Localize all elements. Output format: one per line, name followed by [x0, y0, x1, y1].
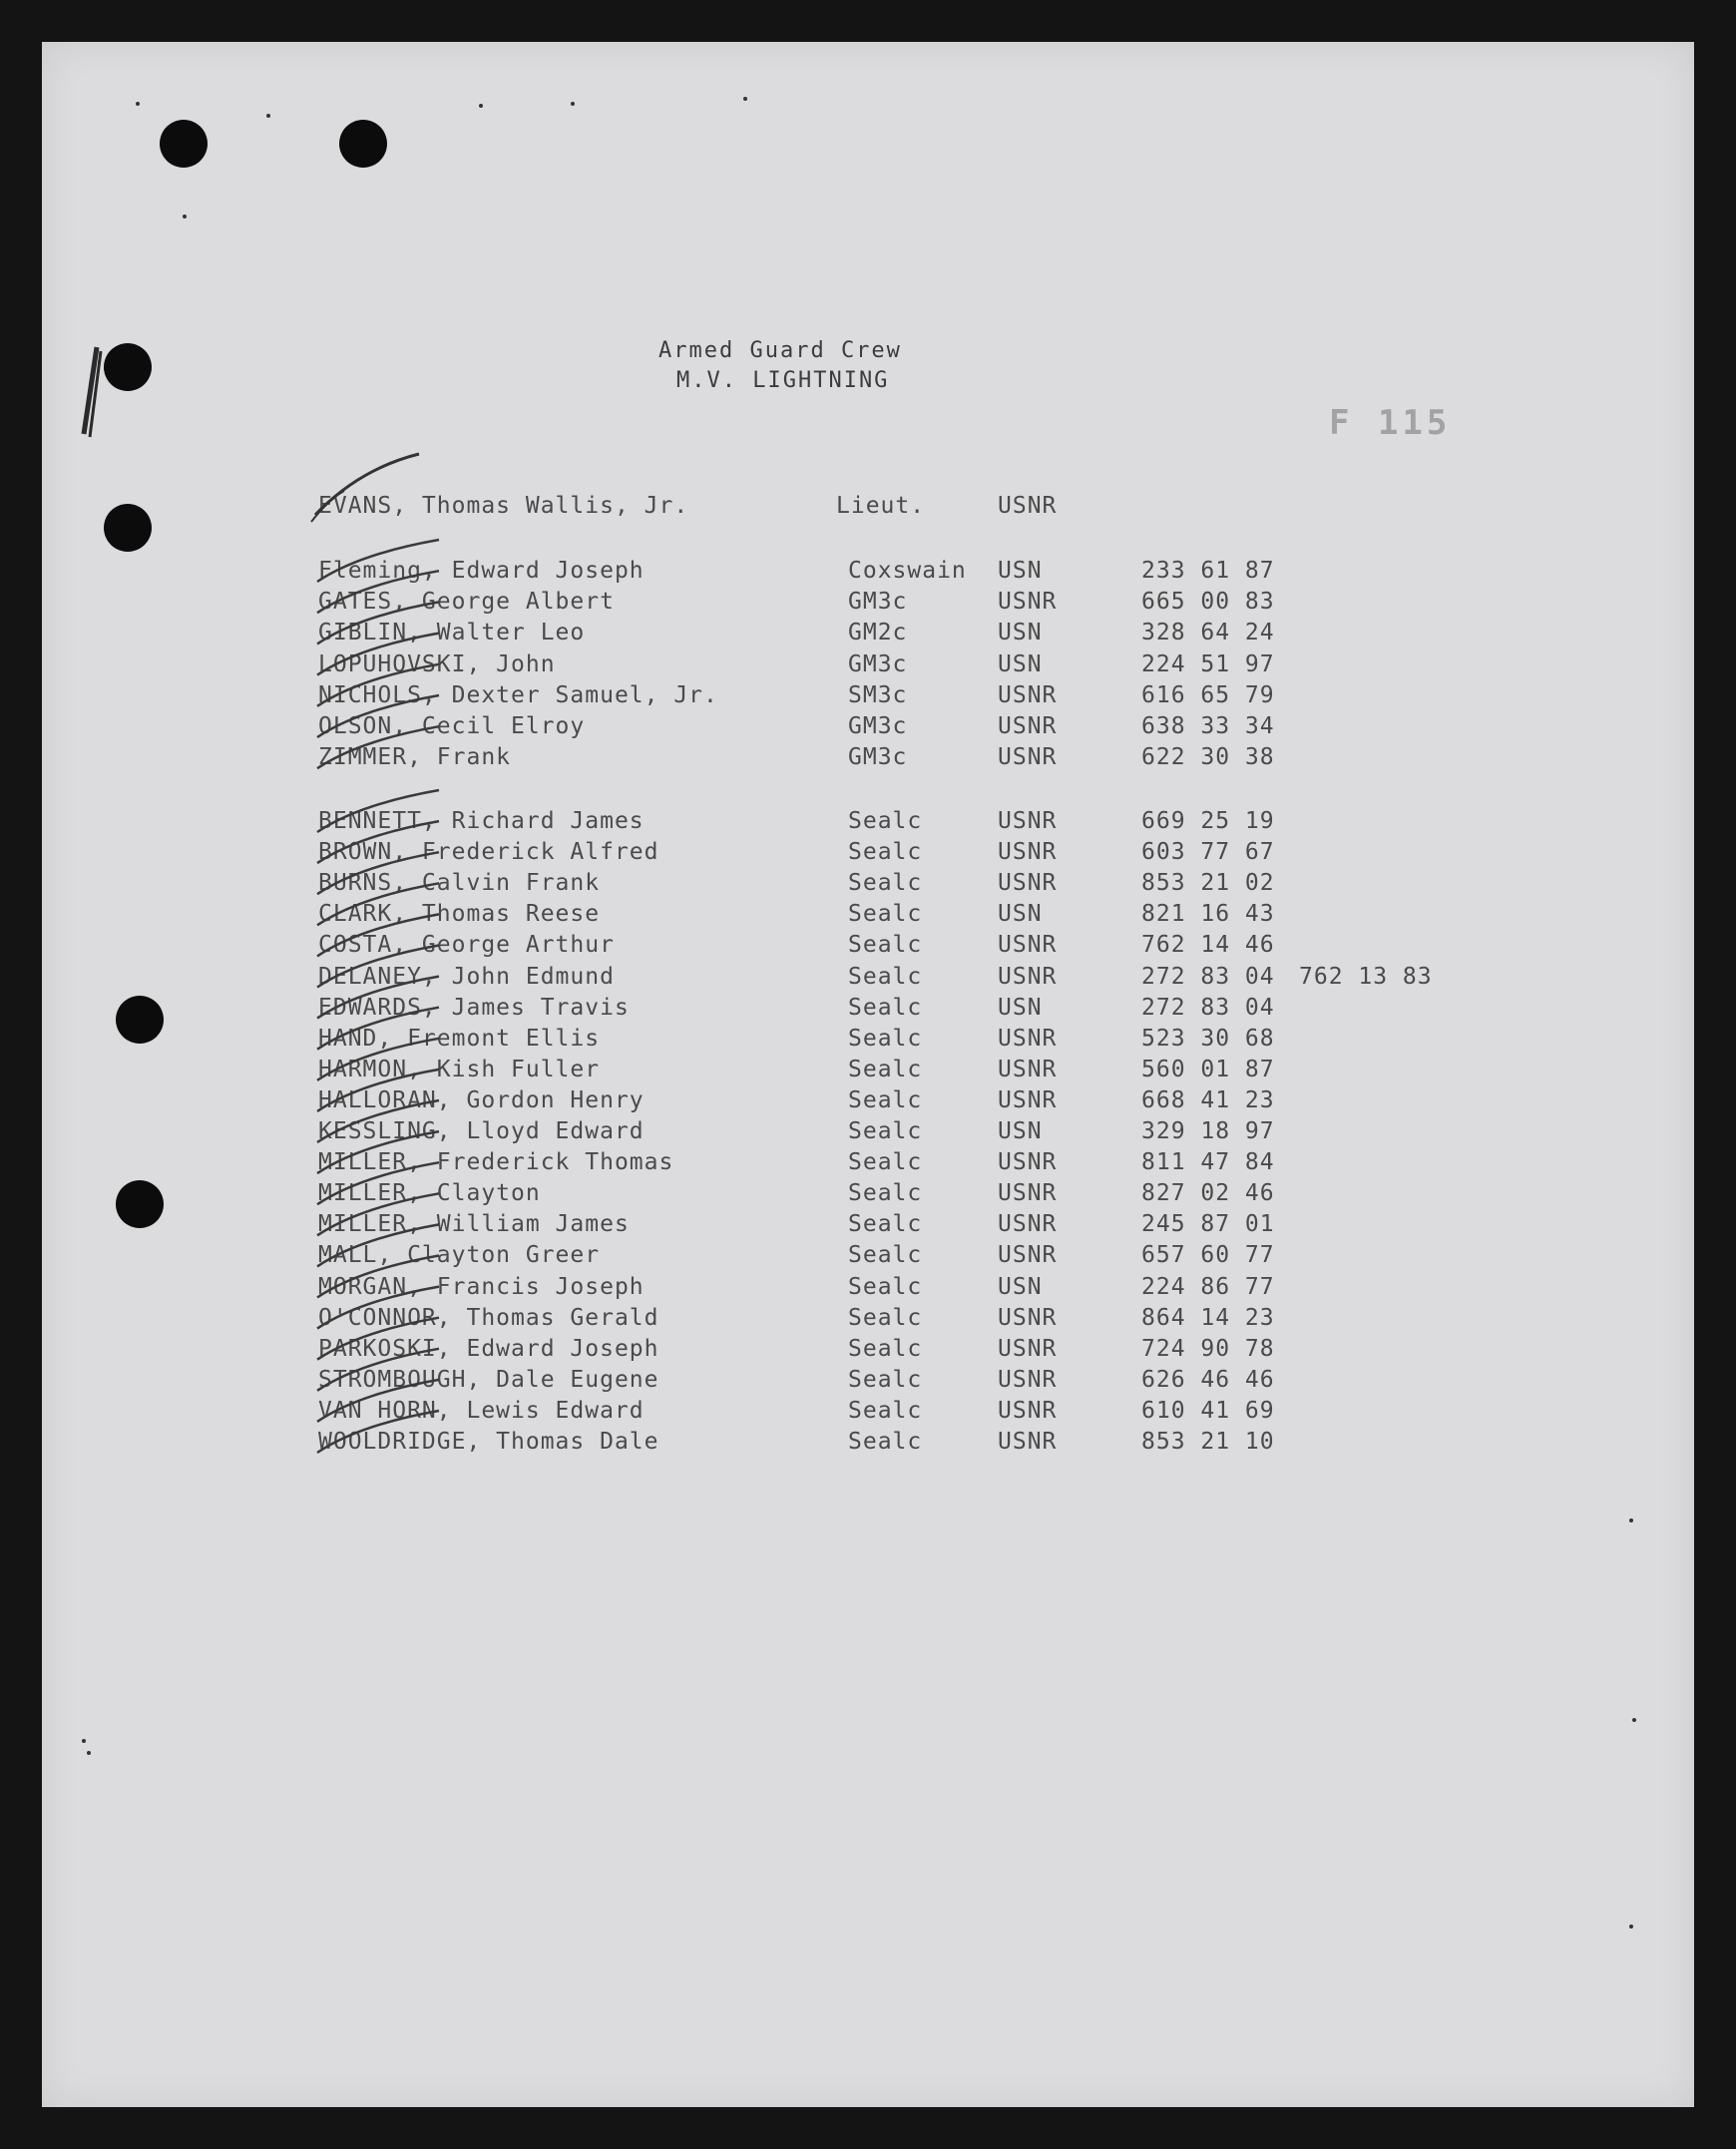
- crew-rating: Sealc: [848, 932, 923, 959]
- crew-name: BURNS, Calvin Frank: [318, 870, 601, 897]
- crew-service-number: 626 46 46: [1141, 1366, 1275, 1393]
- crew-name: VAN HORN, Lewis Edward: [318, 1397, 645, 1424]
- crew-service: USNR: [998, 1335, 1058, 1362]
- crew-name: DELANEY, John Edmund: [318, 963, 615, 990]
- crew-rating: Sealc: [848, 1429, 923, 1455]
- crew-name: EDWARDS, James Travis: [318, 994, 630, 1021]
- crew-service-number: 224 86 77: [1141, 1273, 1275, 1300]
- crew-service: USNR: [998, 1025, 1058, 1052]
- crew-service: USN: [998, 558, 1043, 584]
- crew-service-number: 272 83 04: [1141, 963, 1275, 990]
- crew-rating: Sealc: [848, 1180, 923, 1207]
- crew-name: COSTA, George Arthur: [318, 932, 615, 959]
- crew-rating: Sealc: [848, 1366, 923, 1393]
- crew-service: USN: [998, 650, 1043, 677]
- crew-service: USNR: [998, 870, 1058, 897]
- crew-service-number: 669 25 19: [1141, 808, 1275, 834]
- crew-service: USN: [998, 901, 1043, 928]
- crew-name: MORGAN, Francis Joseph: [318, 1273, 645, 1300]
- document-title: Armed Guard Crew: [658, 338, 902, 363]
- crew-rating: Sealc: [848, 901, 923, 928]
- crew-name: ZIMMER, Frank: [318, 744, 512, 771]
- crew-rating: GM3c: [848, 650, 908, 677]
- crew-rating: Sealc: [848, 870, 923, 897]
- crew-service-number: 638 33 34: [1141, 713, 1275, 739]
- crew-rating: GM3c: [848, 713, 908, 739]
- crew-service: USNR: [998, 1366, 1058, 1393]
- crew-note: 762 13 83: [1299, 963, 1433, 990]
- crew-rating: Sealc: [848, 1149, 923, 1176]
- crew-name: GATES, George Albert: [318, 589, 615, 616]
- crew-rating: SM3c: [848, 681, 908, 708]
- crew-name: HARMON, Kish Fuller: [318, 1056, 601, 1082]
- crew-name: CLARK, Thomas Reese: [318, 901, 601, 928]
- crew-service-number: 762 14 46: [1141, 932, 1275, 959]
- crew-rating: Sealc: [848, 1273, 923, 1300]
- crew-name: HALLORAN, Gordon Henry: [318, 1086, 645, 1113]
- crew-service-number: 657 60 77: [1141, 1242, 1275, 1269]
- crew-rating: Sealc: [848, 808, 923, 834]
- crew-rating: Sealc: [848, 1335, 923, 1362]
- crew-name: GIBLIN, Walter Leo: [318, 620, 586, 646]
- crew-rating: GM3c: [848, 589, 908, 616]
- crew-service-number: 272 83 04: [1141, 994, 1275, 1021]
- crew-service-number: 668 41 23: [1141, 1086, 1275, 1113]
- crew-service: USNR: [998, 1180, 1058, 1207]
- crew-service: USNR: [998, 713, 1058, 739]
- crew-service: USNR: [998, 1397, 1058, 1424]
- crew-rating: Sealc: [848, 1118, 923, 1144]
- crew-service-number: 827 02 46: [1141, 1180, 1275, 1207]
- crew-rating: Sealc: [848, 839, 923, 866]
- crew-service: USNR: [998, 1211, 1058, 1238]
- check-mark: [317, 726, 439, 768]
- file-stamp: F 115: [1329, 403, 1452, 443]
- crew-rating: GM3c: [848, 744, 908, 771]
- check-mark: [311, 491, 344, 522]
- crew-service-number: 224 51 97: [1141, 650, 1275, 677]
- crew-service-number: 233 61 87: [1141, 558, 1275, 584]
- crew-service-number: 560 01 87: [1141, 1056, 1275, 1082]
- crew-name: LOPUHOVSKI, John: [318, 650, 556, 677]
- crew-service: USNR: [998, 1304, 1058, 1331]
- crew-name: NICHOLS, Dexter Samuel, Jr.: [318, 681, 718, 708]
- crew-name: HAND, Fremont Ellis: [318, 1025, 601, 1052]
- crew-rating: Sealc: [848, 1056, 923, 1082]
- officer-rating: Lieut.: [836, 493, 926, 519]
- crew-service: USNR: [998, 1149, 1058, 1176]
- crew-name: O'CONNOR, Thomas Gerald: [318, 1304, 659, 1331]
- crew-name: MILLER, Frederick Thomas: [318, 1149, 674, 1176]
- crew-service-number: 329 18 97: [1141, 1118, 1275, 1144]
- crew-service-number: 616 65 79: [1141, 681, 1275, 708]
- officer-name: EVANS, Thomas Wallis, Jr.: [318, 493, 689, 519]
- crew-name: STROMBOUGH, Dale Eugene: [318, 1366, 659, 1393]
- crew-service: USN: [998, 620, 1043, 646]
- crew-service: USNR: [998, 1086, 1058, 1113]
- crew-service-number: 853 21 02: [1141, 870, 1275, 897]
- crew-service: USNR: [998, 932, 1058, 959]
- crew-service: USNR: [998, 681, 1058, 708]
- check-mark: [315, 454, 419, 515]
- crew-service: USNR: [998, 589, 1058, 616]
- crew-service: USN: [998, 1273, 1043, 1300]
- crew-service-number: 724 90 78: [1141, 1335, 1275, 1362]
- crew-service-number: 811 47 84: [1141, 1149, 1275, 1176]
- crew-rating: Sealc: [848, 1025, 923, 1052]
- crew-name: PARKOSKI, Edward Joseph: [318, 1335, 659, 1362]
- crew-rating: Sealc: [848, 1397, 923, 1424]
- crew-name: MALL, Clayton Greer: [318, 1242, 601, 1269]
- crew-name: MILLER, William James: [318, 1211, 630, 1238]
- crew-name: WOOLDRIDGE, Thomas Dale: [318, 1429, 659, 1455]
- check-mark: [317, 1411, 439, 1453]
- crew-name: Fleming, Edward Joseph: [318, 558, 645, 584]
- crew-service-number: 245 87 01: [1141, 1211, 1275, 1238]
- crew-service-number: 610 41 69: [1141, 1397, 1275, 1424]
- crew-service: USNR: [998, 1242, 1058, 1269]
- crew-service-number: 603 77 67: [1141, 839, 1275, 866]
- crew-rating: Sealc: [848, 994, 923, 1021]
- crew-service: USNR: [998, 1056, 1058, 1082]
- crew-rating: Sealc: [848, 1211, 923, 1238]
- crew-rating: Sealc: [848, 1242, 923, 1269]
- crew-name: MILLER, Clayton: [318, 1180, 541, 1207]
- crew-service: USN: [998, 994, 1043, 1021]
- vessel-name: M.V. LIGHTNING: [676, 368, 890, 393]
- crew-name: BROWN, Frederick Alfred: [318, 839, 659, 866]
- crew-name: OLSON, Cecil Elroy: [318, 713, 586, 739]
- crew-service: USNR: [998, 808, 1058, 834]
- crew-name: BENNETT, Richard James: [318, 808, 645, 834]
- crew-name: KESSLING, Lloyd Edward: [318, 1118, 645, 1144]
- crew-rating: GM2c: [848, 620, 908, 646]
- crew-service-number: 864 14 23: [1141, 1304, 1275, 1331]
- crew-service-number: 821 16 43: [1141, 901, 1275, 928]
- crew-rating: Sealc: [848, 963, 923, 990]
- crew-rating: Sealc: [848, 1086, 923, 1113]
- crew-service-number: 523 30 68: [1141, 1025, 1275, 1052]
- crew-service: USNR: [998, 1429, 1058, 1455]
- crew-rating: Coxswain: [848, 558, 967, 584]
- crew-service: USNR: [998, 839, 1058, 866]
- crew-service-number: 665 00 83: [1141, 589, 1275, 616]
- crew-rating: Sealc: [848, 1304, 923, 1331]
- crew-service: USN: [998, 1118, 1043, 1144]
- crew-service-number: 328 64 24: [1141, 620, 1275, 646]
- crew-service: USNR: [998, 744, 1058, 771]
- officer-service: USNR: [998, 493, 1058, 519]
- crew-service: USNR: [998, 963, 1058, 990]
- crew-service-number: 622 30 38: [1141, 744, 1275, 771]
- crew-service-number: 853 21 10: [1141, 1429, 1275, 1455]
